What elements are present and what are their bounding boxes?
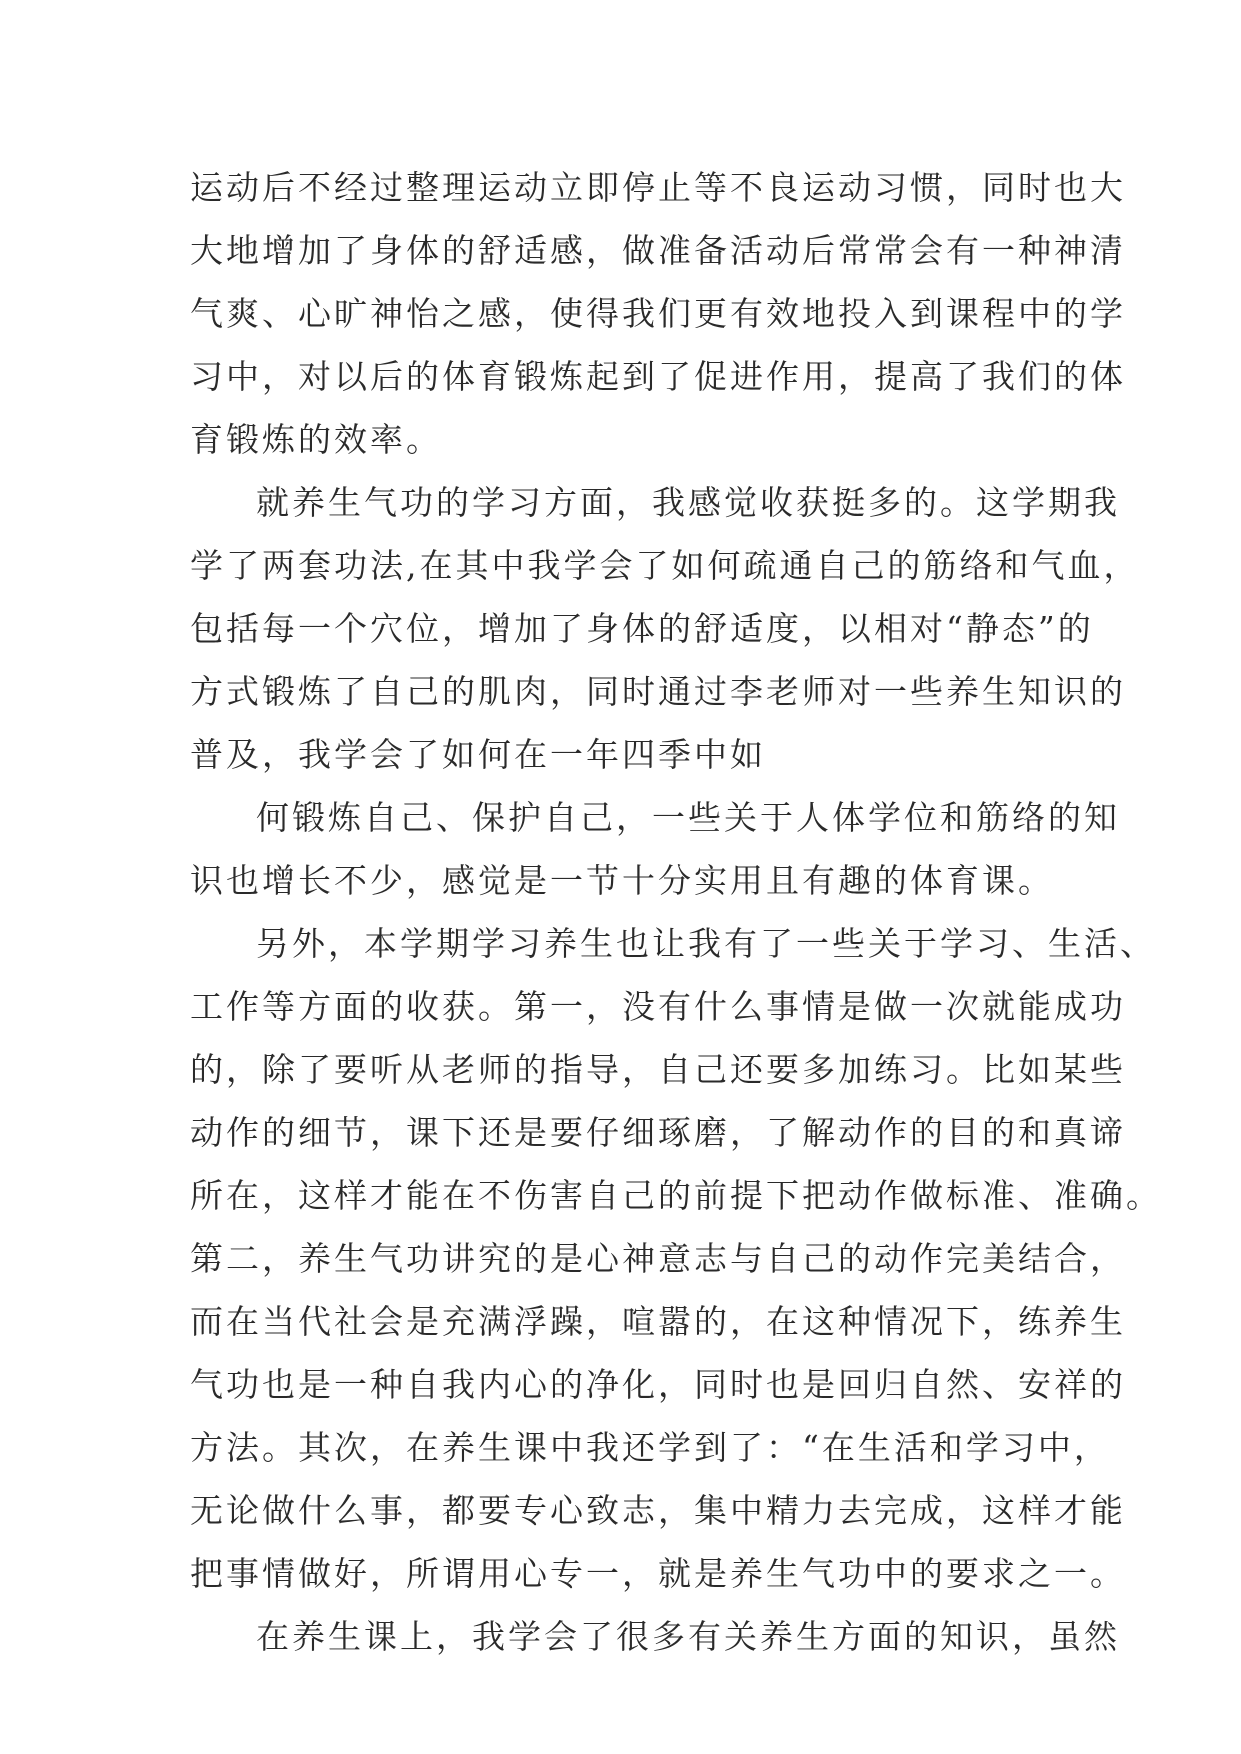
text-line: 大地增加了身体的舒适感，做准备活动后常常会有一种神清 [190,231,1126,270]
text-line: 识也增长不少，感觉是一节十分实用且有趣的体育课。 [190,861,1054,900]
text-line: 气功也是一种自我内心的净化，同时也是回归自然、安祥的 [190,1365,1126,1404]
text-line: 在养生课上，我学会了很多有关养生方面的知识，虽然 [256,1617,1120,1656]
text-line: 方式锻炼了自己的肌肉，同时通过李老师对一些养生知识的 [190,672,1126,711]
text-line: 工作等方面的收获。第一，没有什么事情是做一次就能成功 [190,987,1126,1026]
text-line: 而在当代社会是充满浮躁，喧嚣的，在这种情况下，练养生 [190,1302,1126,1341]
text-line: 就养生气功的学习方面，我感觉收获挺多的。这学期我 [256,483,1120,522]
text-line: 普及，我学会了如何在一年四季中如 [190,735,766,774]
text-line: 动作的细节，课下还是要仔细琢磨，了解动作的目的和真谛 [190,1113,1126,1152]
text-line: 学了两套功法,在其中我学会了如何疏通自己的筋络和气血， [190,546,1140,585]
text-line: 育锻炼的效率。 [190,420,442,459]
text-line: 所在，这样才能在不伤害自己的前提下把动作做标准、准确。 [190,1176,1162,1215]
body-text [190,156,1162,1668]
text-line: 把事情做好，所谓用心专一，就是养生气功中的要求之一。 [190,1554,1126,1593]
text-line: 另外，本学期学习养生也让我有了一些关于学习、生活、 [256,924,1156,963]
text-line: 的，除了要听从老师的指导，自己还要多加练习。比如某些 [190,1050,1126,1089]
text-line: 习中，对以后的体育锻炼起到了促进作用，提高了我们的体 [190,357,1126,396]
text-line: 运动后不经过整理运动立即停止等不良运动习惯，同时也大 [190,168,1126,207]
text-line: 方法。其次，在养生课中我还学到了：“在生活和学习中， [190,1428,1110,1467]
text-line: 气爽、心旷神怡之感，使得我们更有效地投入到课程中的学 [190,294,1126,333]
text-line: 何锻炼自己、保护自己，一些关于人体学位和筋络的知 [256,798,1120,837]
text-line: 第二，养生气功讲究的是心神意志与自己的动作完美结合， [190,1239,1126,1278]
text-line: 无论做什么事，都要专心致志，集中精力去完成，这样才能 [190,1491,1126,1530]
text-line: 包括每一个穴位，增加了身体的舒适度，以相对“静态”的 [190,609,1094,648]
